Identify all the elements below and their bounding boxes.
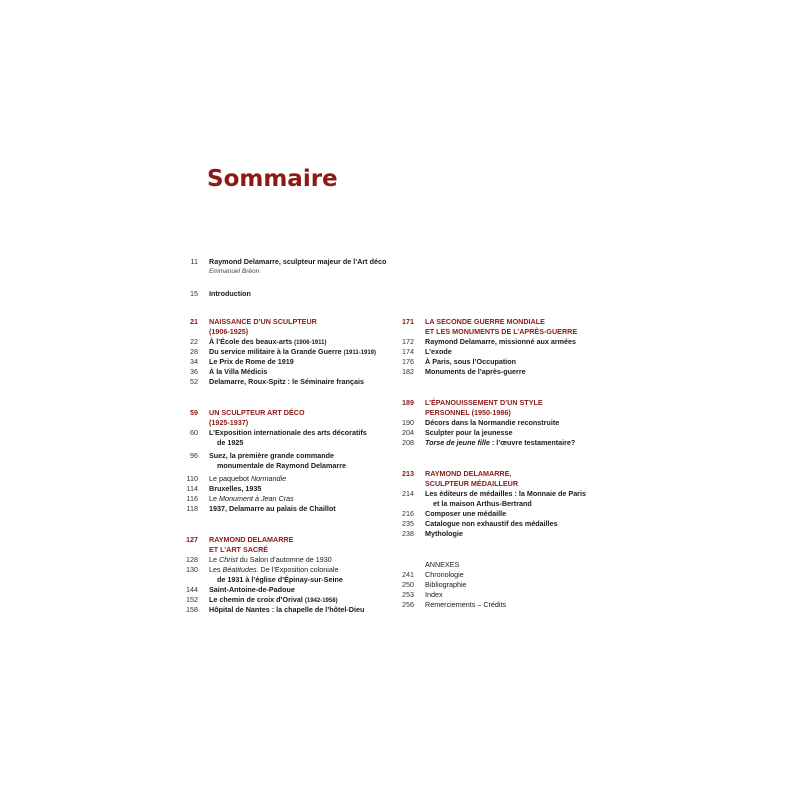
section-heading[interactable] <box>392 469 632 479</box>
section-title: UN SCULPTEUR ART DÉCO <box>209 408 305 417</box>
section-heading[interactable] <box>392 398 632 408</box>
toc-entry[interactable] <box>392 600 632 610</box>
annexes-title: ANNEXES <box>425 560 460 569</box>
section-page-number: 213 <box>402 469 414 478</box>
page-number: 216 <box>402 509 414 518</box>
toc-entry[interactable] <box>392 418 632 428</box>
section-heading[interactable] <box>176 535 406 545</box>
toc-entry[interactable] <box>176 605 406 615</box>
toc-right-column <box>392 317 632 610</box>
toc-entry[interactable] <box>176 337 406 347</box>
toc-entry[interactable] <box>392 509 632 519</box>
entry-title: Catalogue non exhaustif des médailles <box>425 519 558 528</box>
entry-italic: Béatitudes <box>222 565 257 574</box>
page-number: 204 <box>402 428 414 437</box>
section-title-line2: ET L’ART SACRÉ <box>209 545 269 554</box>
toc-entry[interactable] <box>176 357 406 367</box>
page-number: 256 <box>402 600 414 609</box>
entry-title: Chronologie <box>425 570 464 579</box>
entry-text: du Salon d’automne de 1930 <box>237 555 332 564</box>
section-heading[interactable] <box>176 408 406 418</box>
toc-entry[interactable] <box>176 494 406 504</box>
toc-entry[interactable] <box>392 570 632 580</box>
entry-title: Le Prix de Rome de 1919 <box>209 357 294 366</box>
section-title: RAYMOND DELAMARRE <box>209 535 294 544</box>
entry-dates: (1906-1911) <box>294 340 327 346</box>
section-title: NAISSANCE D’UN SCULPTEUR <box>209 317 317 326</box>
page-number: 96 <box>190 451 198 460</box>
section-title: LA SECONDE GUERRE MONDIALE <box>425 317 545 326</box>
toc-entry-continuation <box>392 499 632 509</box>
page-number: 52 <box>190 377 198 386</box>
entry-title <box>425 438 575 448</box>
toc-entry[interactable] <box>176 377 406 387</box>
page-number: 34 <box>190 357 198 366</box>
page-number: 60 <box>190 428 198 437</box>
section-title-line2: ET LES MONUMENTS DE L’APRÈS-GUERRE <box>425 327 578 336</box>
section-heading-line2 <box>392 408 632 418</box>
page-number: 130 <box>186 565 198 574</box>
entry-dates: (1942-1958) <box>304 598 338 604</box>
page-number: 241 <box>402 570 414 579</box>
entry-text: Le paquebot <box>209 474 251 483</box>
page-number: 114 <box>186 484 198 493</box>
entry-title: Saint-Antoine-de-Padoue <box>209 585 295 594</box>
entry-title: Introduction <box>209 289 251 298</box>
toc-entry[interactable] <box>176 289 416 299</box>
section-page-number: 171 <box>402 317 414 326</box>
toc-entry[interactable] <box>176 347 406 357</box>
toc-entry[interactable] <box>392 489 632 499</box>
section-page-number: 189 <box>402 398 414 407</box>
toc-entry[interactable] <box>176 585 406 595</box>
entry-title: Delamarre, Roux-Spitz : le Séminaire français <box>209 377 364 386</box>
toc-entry[interactable] <box>392 367 632 377</box>
section-page-number: 59 <box>190 408 198 417</box>
page-number: 182 <box>402 367 414 376</box>
toc-entry[interactable] <box>176 474 406 484</box>
entry-title-continuation: de 1931 à l’église d’Épinay-sur-Seine <box>217 575 343 584</box>
entry-title: L’Exposition internationale des arts décoratifs <box>209 428 367 437</box>
toc-entry[interactable] <box>176 555 406 565</box>
entry-title-continuation: de 1925 <box>217 438 244 447</box>
section-title-line2: (1925-1937) <box>209 418 249 427</box>
entry-text: . De l’Exposition coloniale <box>256 565 339 574</box>
entry-italic: Christ <box>219 555 238 564</box>
entry-text: : l’œuvre testamentaire? <box>489 438 576 447</box>
entry-title: Monuments de l’après-guerre <box>425 367 526 376</box>
page-number: 176 <box>402 357 414 366</box>
toc-entry[interactable] <box>176 257 416 267</box>
toc-entry[interactable] <box>392 428 632 438</box>
entry-title: Mythologie <box>425 529 463 538</box>
page-number: 144 <box>186 585 198 594</box>
section-heading[interactable] <box>176 317 406 327</box>
page-number: 214 <box>402 489 414 498</box>
toc-entry-continuation <box>176 461 406 471</box>
page-number: 11 <box>190 257 198 266</box>
entry-title: Raymond Delamarre, missionné aux armées <box>425 337 577 346</box>
entry-text: Les <box>209 565 223 574</box>
entry-italic: Torse de jeune fille <box>425 438 490 447</box>
page-title: Sommaire <box>207 166 338 192</box>
page-number: 15 <box>190 289 198 298</box>
page-number: 190 <box>402 418 414 427</box>
toc-entry[interactable] <box>176 565 406 575</box>
page-number: 36 <box>190 367 198 376</box>
entry-dates: (1911-1919) <box>343 350 376 356</box>
entry-title: L’exode <box>425 347 452 356</box>
section-page-number: 21 <box>190 317 198 326</box>
entry-title-continuation: monumentale de Raymond Delamarre <box>217 461 347 470</box>
section-heading-line2 <box>176 327 406 337</box>
author-name: Emmanuel Bréon <box>209 268 260 275</box>
entry-text: Le <box>209 555 219 564</box>
page-number: 116 <box>186 494 198 503</box>
section-heading[interactable] <box>392 317 632 327</box>
section-heading-line2 <box>392 327 632 337</box>
entry-title-continuation: et la maison Arthus-Bertrand <box>433 499 532 508</box>
entry-title: Suez, la première grande commande <box>209 451 335 460</box>
toc-entry[interactable] <box>392 347 632 357</box>
page-number: 172 <box>402 337 414 346</box>
entry-title: Sculpter pour la jeunesse <box>425 428 513 437</box>
entry-title: À la Villa Médicis <box>209 367 268 376</box>
annexes-heading <box>392 560 632 570</box>
entry-title <box>209 494 294 504</box>
toc-entry[interactable] <box>392 590 632 600</box>
toc-entry[interactable] <box>176 484 406 494</box>
page-number: 28 <box>190 347 198 356</box>
page-number: 208 <box>402 438 414 447</box>
page-number: 235 <box>402 519 414 528</box>
entry-italic: Monument à Jean Cras <box>219 494 294 503</box>
entry-title <box>209 555 332 565</box>
entry-text: Le <box>209 494 219 503</box>
toc-author <box>176 267 416 277</box>
entry-italic: Normandie <box>250 474 287 483</box>
page-number: 238 <box>402 529 414 538</box>
entry-title <box>209 565 338 575</box>
entry-title: Raymond Delamarre, sculpteur majeur de l’Art déco <box>209 257 387 266</box>
entry-title: Les éditeurs de médailles : la Monnaie de Paris <box>425 489 586 498</box>
page-number: 128 <box>186 555 198 564</box>
entry-title: Index <box>425 590 443 599</box>
section-title: L’ÉPANOUISSEMENT D’UN STYLE <box>425 398 543 407</box>
toc-entry[interactable] <box>176 504 406 514</box>
toc-entry-continuation <box>176 575 406 585</box>
toc-entry[interactable] <box>176 428 406 438</box>
toc-entry[interactable] <box>176 451 406 461</box>
section-title-line2: (1906-1925) <box>209 327 249 336</box>
toc-entry[interactable] <box>392 337 632 347</box>
entry-text: Le chemin de croix d’Orival <box>209 595 303 604</box>
toc-entry[interactable] <box>392 438 632 448</box>
section-heading-line2 <box>392 479 632 489</box>
entry-title <box>209 474 286 484</box>
toc-left-column <box>176 317 406 615</box>
section-heading-line2 <box>176 545 406 555</box>
section-title-line2: SCULPTEUR MÉDAILLEUR <box>425 479 519 488</box>
page-number: 22 <box>190 337 198 346</box>
page-number: 250 <box>402 580 414 589</box>
section-title: RAYMOND DELAMARRE, <box>425 469 512 478</box>
entry-title: Décors dans la Normandie reconstruite <box>425 418 560 427</box>
entry-title: 1937, Delamarre au palais de Chaillot <box>209 504 336 513</box>
page-number: 152 <box>186 595 198 604</box>
toc-entry-continuation <box>176 438 406 448</box>
toc-top <box>176 257 416 299</box>
page-number: 158 <box>186 605 198 614</box>
toc-entry[interactable] <box>392 580 632 590</box>
entry-title: À Paris, sous l’Occupation <box>425 357 517 366</box>
toc-entry[interactable] <box>176 595 406 605</box>
entry-title: Remerciements – Crédits <box>425 600 507 609</box>
page-number: 110 <box>186 474 198 483</box>
toc-entry[interactable] <box>176 367 406 377</box>
toc-entry[interactable] <box>392 357 632 367</box>
section-page-number: 127 <box>186 535 198 544</box>
page-number: 253 <box>402 590 414 599</box>
entry-text: À l’École des beaux-arts <box>209 337 293 346</box>
section-heading-line2 <box>176 418 406 428</box>
section-title-line2: PERSONNEL (1950-1986) <box>425 408 511 417</box>
toc-entry[interactable] <box>392 529 632 539</box>
entry-title: Hôpital de Nantes : la chapelle de l’hôtel-Dieu <box>209 605 365 614</box>
page-number: 118 <box>186 504 198 513</box>
entry-text: Du service militaire à la Grande Guerre <box>209 347 342 356</box>
toc-entry[interactable] <box>392 519 632 529</box>
entry-title: Bruxelles, 1935 <box>209 484 262 493</box>
entry-title: Composer une médaille <box>425 509 507 518</box>
entry-title: Bibliographie <box>425 580 467 589</box>
page-number: 174 <box>402 347 414 356</box>
